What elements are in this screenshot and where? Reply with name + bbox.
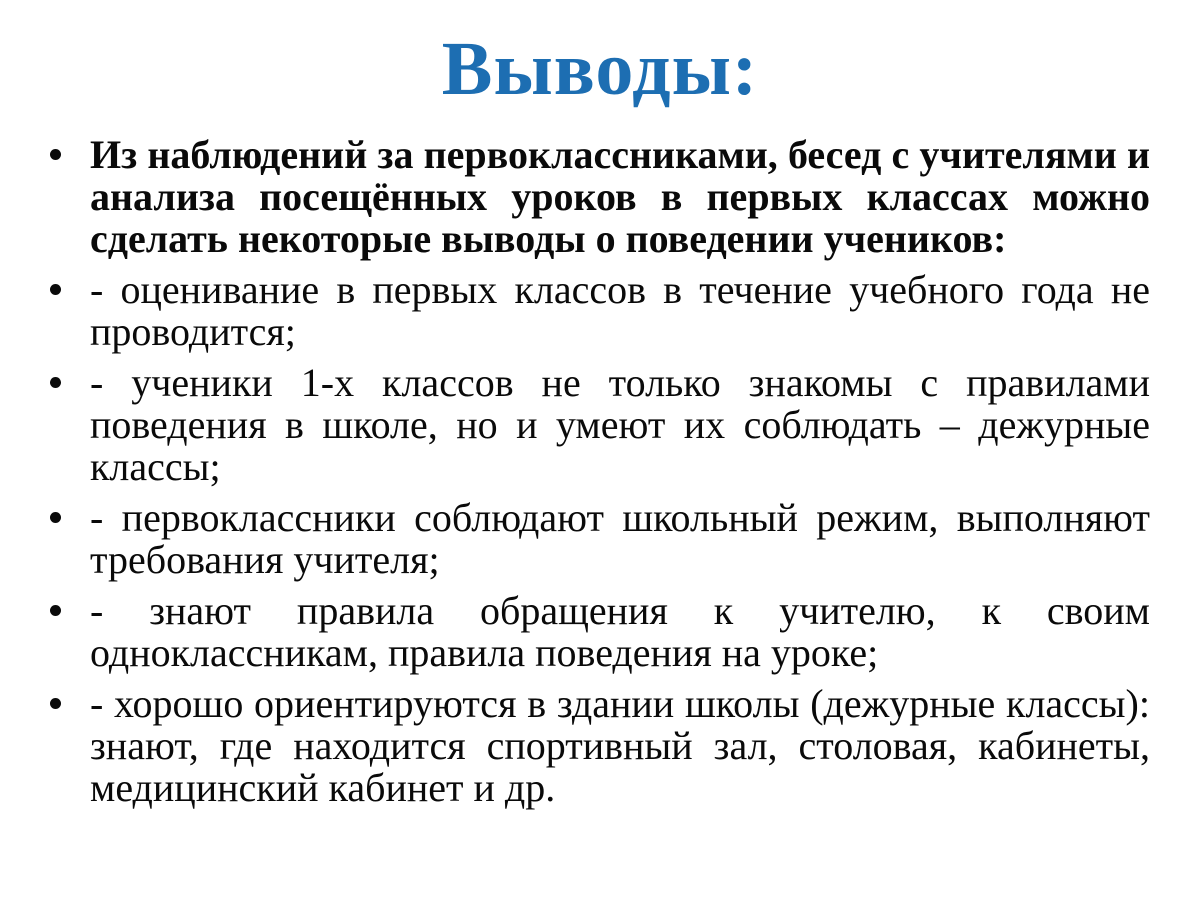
bullet-item (90, 359, 1150, 489)
bullet-text: - знают правила обращения к учителю, к своим одноклассникам, правила поведения на уроке; (90, 587, 1150, 675)
bullet-text: - ученики 1-х классов не только знакомы с правилами поведения в школе, но и умеют их соблюдать – дежурные классы; (90, 359, 1150, 489)
bullet-item (90, 131, 1150, 261)
bullet-text: Из наблюдений за первоклассниками, бесед с учителями и анализа посещённых уроков в первых классах можно сделать некоторые выводы о поведении учеников: (90, 131, 1150, 261)
bullet-item (90, 494, 1150, 582)
bullet-item (90, 266, 1150, 354)
bullet-text: - хорошо ориентируются в здании школы (дежурные классы): знают, где находится спортивный зал, столовая, кабинеты, медицинский кабинет и др. (90, 680, 1150, 810)
bullet-item (90, 587, 1150, 675)
bullet-text: - оценивание в первых классов в течение учебного года не проводится; (90, 266, 1150, 354)
bullet-item (90, 680, 1150, 810)
slide-title: Выводы: (441, 27, 759, 111)
bullet-list (0, 131, 1200, 810)
bullet-text: - первоклассники соблюдают школьный режим, выполняют требования учителя; (90, 494, 1150, 582)
